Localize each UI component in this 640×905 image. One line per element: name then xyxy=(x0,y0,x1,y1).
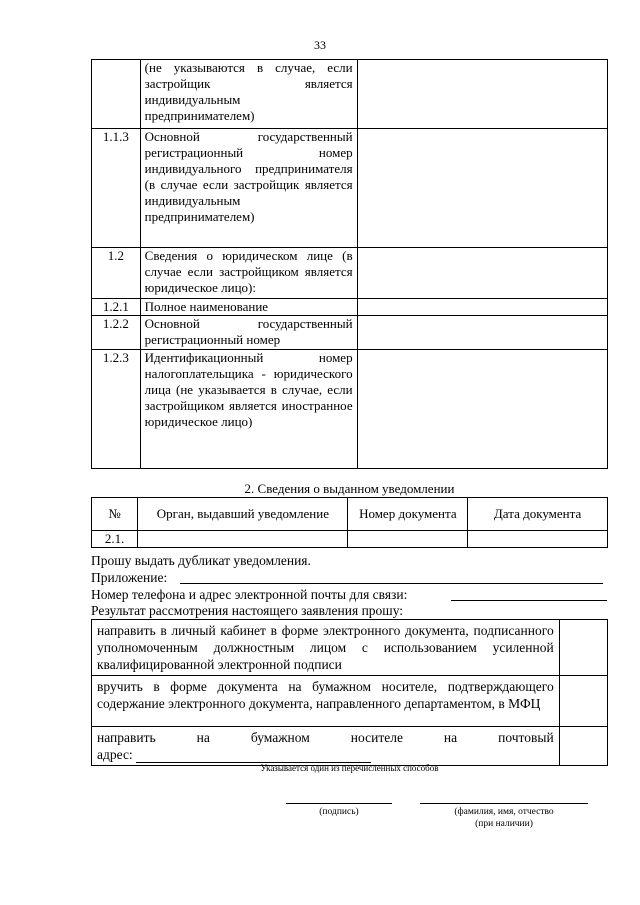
name-field[interactable] xyxy=(420,803,588,830)
attachment-label: Приложение: xyxy=(91,570,168,585)
table-row xyxy=(92,60,608,129)
signature-field[interactable] xyxy=(286,803,392,818)
request-text: Прошу выдать дубликат уведомления. xyxy=(91,553,311,568)
row-number: 1.2.3 xyxy=(92,350,141,469)
name-label-line1: (фамилия, имя, отчество xyxy=(454,807,554,817)
table-row xyxy=(92,350,608,469)
contact-line xyxy=(91,587,407,603)
header-doc-date: Дата документа xyxy=(468,498,608,531)
doc-date-cell[interactable] xyxy=(468,531,608,548)
row-value-cell[interactable] xyxy=(357,60,607,129)
row-label: Идентификационный номер налогоплательщика - юридического лица (не указывается в случае, если застройщиком является иностранное юридическое лицо) xyxy=(140,350,357,469)
row-label: Основной государственный регистрационный номер xyxy=(140,316,357,350)
row-label: Основной государственный регистрационный номер индивидуального предпринимателя (в случае если застройщик является индивидуальным предпринимателем) xyxy=(140,129,357,248)
signature-label: (подпись) xyxy=(319,807,359,817)
row-number: 2.1. xyxy=(92,531,138,548)
option-checkbox[interactable] xyxy=(559,727,607,766)
choice-note: Указывается один из перечисленных способов xyxy=(260,763,439,773)
header-organ: Орган, выдавший уведомление xyxy=(138,498,348,531)
option-mfc: вручить в форме документа на бумажном носителе, подтверждающего содержание электронного документа, направленного департаментом, в МФЦ xyxy=(92,676,560,727)
result-label: Результат рассмотрения настоящего заявления прошу: xyxy=(91,603,404,618)
contact-label: Номер телефона и адрес электронной почты для связи: xyxy=(91,587,408,602)
option-post xyxy=(92,727,560,766)
doc-number-cell[interactable] xyxy=(348,531,468,548)
row-value-cell[interactable] xyxy=(357,350,607,469)
result-options-table xyxy=(91,619,608,766)
row-label: Полное наименование xyxy=(140,299,357,316)
organ-cell[interactable] xyxy=(138,531,348,548)
row-number: 1.2 xyxy=(92,248,141,299)
table-row xyxy=(92,248,608,299)
option-checkbox[interactable] xyxy=(559,620,607,676)
page-number: 33 xyxy=(314,38,326,52)
attachment-field[interactable] xyxy=(180,583,603,584)
option-post-line1: направить на бумажном носителе на почтовый xyxy=(97,730,554,745)
row-label: Сведения о юридическом лице (в случае если застройщиком является юридическое лицо): xyxy=(140,248,357,299)
row-number: 1.2.1 xyxy=(92,299,141,316)
row-number: 1.1.3 xyxy=(92,129,141,248)
row-value-cell[interactable] xyxy=(357,248,607,299)
section-2-title: 2. Сведения о выданном уведомлении xyxy=(244,481,455,496)
option-personal-account: направить в личный кабинет в форме электронного документа, подписанного уполномоченным должностным лицом с использованием усиленной квалифицированной электронной подписи xyxy=(92,620,560,676)
attachment-line xyxy=(91,570,167,586)
row-number xyxy=(92,60,141,129)
option-row xyxy=(92,727,608,766)
header-doc-number: Номер документа xyxy=(348,498,468,531)
name-label-line2: (при наличии) xyxy=(475,819,533,829)
option-row xyxy=(92,676,608,727)
table-row xyxy=(92,129,608,248)
row-label: (не указываются в случае, если застройщик является индивидуальным предпринимателем) xyxy=(140,60,357,129)
table-header-row xyxy=(92,498,608,531)
row-value-cell[interactable] xyxy=(357,299,607,316)
option-post-line2 xyxy=(97,746,554,763)
applicant-info-table xyxy=(91,59,608,469)
table-row xyxy=(92,531,608,548)
table-row xyxy=(92,316,608,350)
address-label: адрес: xyxy=(97,747,133,762)
table-row xyxy=(92,299,608,316)
option-checkbox[interactable] xyxy=(559,676,607,727)
address-field[interactable] xyxy=(136,749,371,763)
row-value-cell[interactable] xyxy=(357,316,607,350)
option-row xyxy=(92,620,608,676)
row-value-cell[interactable] xyxy=(357,129,607,248)
contact-field[interactable] xyxy=(451,600,607,601)
row-number: 1.2.2 xyxy=(92,316,141,350)
notice-info-table xyxy=(91,497,608,548)
header-num: № xyxy=(92,498,138,531)
